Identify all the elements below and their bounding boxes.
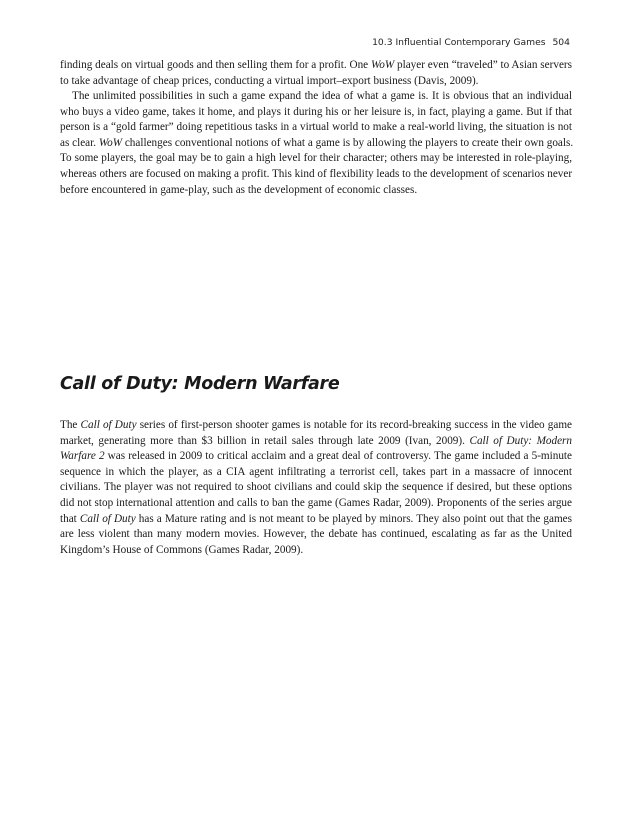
header-section-title: 10.3 Influential Contemporary Games: [372, 37, 546, 48]
section-heading: Call of Duty: Modern Warfare: [60, 374, 340, 394]
paragraph-game-possibilities: [60, 89, 572, 198]
italic-title: Warfare 2: [60, 450, 105, 463]
text-line: who buys a video game, takes it home, and plays it during his or her leisure is, in fact, playing a game. But if that: [60, 105, 572, 118]
italic-title: WoW: [370, 59, 395, 71]
italic-title: Call of Duty: [79, 512, 136, 525]
text-line: market, generating more than $3 billion in retail sales through late 2009 (Ivan, 2009). Call of Duty: Modern: [60, 434, 572, 447]
text-line: The Call of Duty series of first-person shooter games is notable for its record-breaking success in the video game: [60, 419, 572, 431]
text-line: The unlimited possibilities in such a game expand the idea of what a game is. It is obvious that an individual: [72, 90, 572, 102]
text-line: to take advantage of cheap prices, conducting a virtual import–export business (Davis, 2009).: [60, 74, 479, 87]
text-line: finding deals on virtual goods and then selling them for a profit. One WoW player even “traveled” to Asian servers: [60, 59, 572, 71]
italic-title: WoW: [98, 136, 123, 149]
text-line: did not stop international attention and calls to ban the game (Games Radar, 2009). Proponents of the series argue: [60, 496, 572, 509]
text-line: as clear. WoW challenges conventional notions of what a game is by allowing the players to create their own goals.: [60, 136, 574, 149]
text-line: person is a “gold farmer” doing repetitious tasks in a virtual world to make a real-world living, the situation is not: [60, 121, 572, 134]
text-line: before encountered in game-play, such as the development of economic classes.: [60, 183, 418, 196]
text-line: sequence in which the player, as a CIA agent infiltrating a terrorist cell, takes part in a massacre of innocent: [60, 465, 572, 478]
text-line: whereas others are focused on making a profit. This kind of flexibility leads to the development of scenarios never: [60, 167, 573, 180]
paragraph-virtual-goods: [60, 58, 572, 89]
italic-title: Call of Duty: [80, 419, 137, 431]
text-line: are less violent than many modern movies. However, the debate has continued, escalating as far as the United: [60, 528, 572, 541]
text-line: Kingdom’s House of Commons (Games Radar, 2009).: [60, 543, 304, 556]
text-line: To some players, the goal may be to gain a high level for their character; others may be interested in role-playing,: [60, 152, 572, 165]
page-number: 504: [552, 37, 570, 48]
text-line: civilians. The player was not required to shoot civilians and could skip the sequence if desired, but these options: [60, 481, 572, 494]
text-line: that Call of Duty has a Mature rating and is not meant to be played by minors. They also point out that the games: [60, 512, 572, 525]
text-line: Warfare 2 was released in 2009 to critical acclaim and a great deal of controversy. The game included a 5-minute: [60, 450, 572, 463]
italic-title: Call of Duty: Modern: [469, 434, 572, 447]
running-header: [372, 37, 570, 48]
paragraph-call-of-duty: [60, 418, 572, 558]
